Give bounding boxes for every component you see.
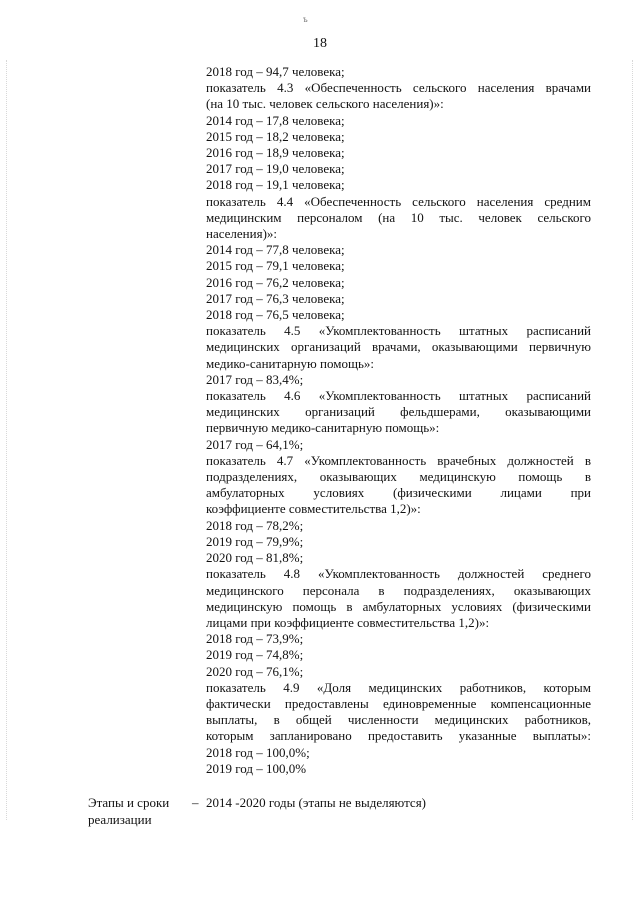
text-line: 2018 год – 76,5 человека; — [206, 307, 345, 323]
text-line: показатель 4.5 «Укомплектованность штатных расписаний — [206, 323, 591, 339]
text-line: показатель 4.6 «Укомплектованность штатных расписаний — [206, 388, 591, 404]
page-number: 18 — [313, 36, 327, 51]
text-line: медицинскую помощь в амбулаторных условиях (физическими — [206, 598, 591, 614]
text-line: (на 10 тыс. человек сельского населения)»: — [206, 96, 444, 112]
text-line: 2014 год – 17,8 человека; — [206, 112, 345, 128]
text-line: 2017 год – 83,4%; — [206, 371, 304, 387]
text-line: 2020 год – 81,8%; — [206, 550, 304, 566]
text-line: 2014 год – 77,8 человека; — [206, 242, 345, 258]
text-line: медицинским персоналом (на 10 тыс. человек сельского — [206, 209, 591, 225]
text-line: коэффициенте совместительства 1,2)»: — [206, 501, 421, 517]
text-line: 2018 год – 94,7 человека; — [206, 64, 345, 79]
stages-label-line: Этапы и сроки — [88, 795, 170, 810]
text-line: фактически предоставлены единовременные компенсационные — [206, 695, 591, 711]
text-line: 2016 год – 76,2 человека; — [206, 274, 345, 290]
text-line: медицинских организаций фельдшерами, оказывающими — [206, 404, 591, 420]
text-line: 2019 год – 79,9%; — [206, 533, 304, 549]
text-line: лицами при коэффициенте совместительства 1,2)»: — [206, 614, 490, 630]
scan-edge-left — [6, 60, 8, 820]
text-line: населения)»: — [206, 226, 278, 242]
text-line: показатель 4.3 «Обеспеченность сельского населения врачами — [206, 80, 591, 96]
scan-mark: ъ — [303, 14, 308, 24]
text-line: 2017 год – 76,3 человека; — [206, 290, 345, 306]
text-line: показатель 4.7 «Укомплектованность врачебных должностей в — [206, 452, 591, 468]
text-line: 2019 год – 100,0% — [206, 760, 307, 776]
text-line: 2017 год – 64,1%; — [206, 436, 304, 452]
stages-dash: – — [192, 795, 199, 810]
text-line: выплаты, в общей численности медицинских работников, — [206, 712, 591, 728]
text-line: 2017 год – 19,0 человека; — [206, 161, 345, 177]
text-line: медико-санитарную помощь»: — [206, 355, 375, 371]
text-line: показатель 4.9 «Доля медицинских работников, которым — [206, 679, 591, 695]
text-line: 2015 год – 18,2 человека; — [206, 128, 345, 144]
text-line: 2019 год – 74,8%; — [206, 647, 304, 663]
stages-label-line: реализации — [88, 812, 152, 827]
text-line: 2016 год – 18,9 человека; — [206, 145, 345, 161]
text-line: 2018 год – 78,2%; — [206, 517, 304, 533]
text-line: медицинских организаций врачами, оказывающими первичную — [206, 339, 591, 355]
text-line: медицинского персонала в подразделениях, оказывающих — [206, 582, 591, 598]
text-line: подразделениях, оказывающих медицинскую помощь в — [206, 469, 591, 485]
text-line: которым запланировано предоставить указанные выплаты»: — [206, 728, 591, 744]
text-line: первичную медико-санитарную помощь»: — [206, 420, 440, 436]
text-line: показатель 4.4 «Обеспеченность сельского населения средним — [206, 193, 591, 209]
indicator-text-column — [206, 64, 591, 777]
text-line: 2018 год – 19,1 человека; — [206, 177, 345, 193]
text-line: показатель 4.8 «Укомплектованность должностей среднего — [206, 566, 591, 582]
text-line: 2018 год – 73,9%; — [206, 631, 304, 647]
scan-edge-right — [632, 60, 634, 820]
stages-value: 2014 -2020 годы (этапы не выделяются) — [206, 795, 427, 810]
text-line: амбулаторных условиях (физическими лицами при — [206, 485, 591, 501]
text-line: 2020 год – 76,1%; — [206, 663, 304, 679]
text-line: 2015 год – 79,1 человека; — [206, 258, 345, 274]
stages-label — [88, 794, 188, 828]
text-line: 2018 год – 100,0%; — [206, 744, 310, 760]
